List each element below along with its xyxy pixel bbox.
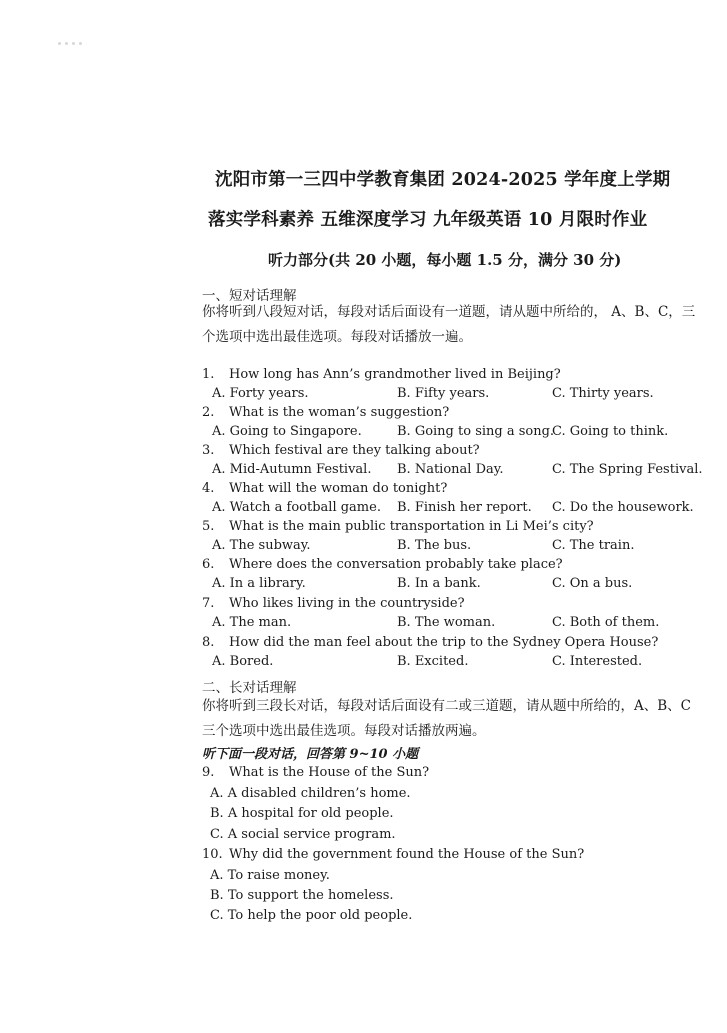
question-stem: Where does the conversation probably take place? [229,557,563,572]
question-4 [0,481,727,519]
option-b: B. Excited. [397,654,469,669]
question-stem: What is the main public transportation in Li Mei’s city? [229,519,594,534]
question-stem: How long has Ann’s grandmother lived in Beijing? [229,367,561,382]
option-b: B. The bus. [397,538,472,553]
option-b: B. Going to sing a song. [397,424,555,439]
question-number: 5. [202,519,215,534]
option-a: A. A disabled children’s home. [210,786,411,801]
question-3 [0,443,727,481]
option-c: C. The Spring Festival. [552,462,703,477]
option-c: C. Going to think. [552,424,669,439]
question-stem: How did the man feel about the trip to the Sydney Opera House? [229,635,659,650]
question-number: 1. [202,367,215,382]
option-b: B. Finish her report. [397,500,532,515]
option-c: C. Do the housework. [552,500,694,515]
question-stem: Which festival are they talking about? [229,443,480,458]
question-stem: Who likes living in the countryside? [229,596,465,611]
option-c: C. To help the poor old people. [210,908,413,923]
question-7 [0,596,727,634]
question-stem: What is the House of the Sun? [229,765,430,780]
option-b: B. To support the homeless. [210,888,394,903]
question-2 [0,405,727,443]
question-number: 3. [202,443,215,458]
question-number: 2. [202,405,215,420]
question-number: 10. [202,847,223,862]
option-a: A. The man. [212,615,292,630]
question-number: 4. [202,481,215,496]
option-c: C. On a bus. [552,576,633,591]
option-b: B. In a bank. [397,576,481,591]
option-a: A. Mid-Autumn Festival. [212,462,372,477]
question-stem: What is the woman’s suggestion? [229,405,450,420]
option-b: B. The woman. [397,615,496,630]
section2-note: 听下面一段对话，回答第 9~10 小题 [202,747,419,762]
question-number: 9. [202,765,215,780]
option-a: A. Forty years. [212,386,309,401]
scan-marks [58,30,88,34]
question-number: 8. [202,635,215,650]
question-5 [0,519,727,557]
section1-instruction: 你将听到八段短对话，每段对话后面设有一道题，请从题中所给的， A、B、C，三个选项中选出最佳选项。每段对话播放一遍。 [202,304,696,345]
section2-instruction: 你将听到三段长对话，每段对话后面设有二或三道题，请从题中所给的，A、B、C 三个选项中选出最佳选项。每段对话播放两遍。 [202,698,691,739]
option-b: B. A hospital for old people. [210,806,394,821]
option-c: C. Interested. [552,654,643,669]
option-a: A. Watch a football game. [212,500,381,515]
question-6 [0,557,727,595]
option-b: B. National Day. [397,462,504,477]
question-number: 7. [202,596,215,611]
option-a: A. In a library. [212,576,306,591]
option-a: A. The subway. [212,538,311,553]
option-a: A. Going to Singapore. [212,424,362,439]
question-8 [0,635,727,673]
option-c: C. Both of them. [552,615,660,630]
section2-heading: 二、长对话理解 [202,680,297,696]
option-c: C. The train. [552,538,635,553]
question-stem: Why did the government found the House of the Sun? [229,847,585,862]
exam-title-line1: 沈阳市第一三四中学教育集团 2024-2025 学年度上学期 [215,170,671,190]
option-c: C. A social service program. [210,827,396,842]
question-number: 6. [202,557,215,572]
option-b: B. Fifty years. [397,386,490,401]
option-c: C. Thirty years. [552,386,654,401]
option-a: A. Bored. [212,654,274,669]
option-a: A. To raise money. [210,868,330,883]
exam-title-line2: 落实学科素养 五维深度学习 九年级英语 10 月限时作业 [208,210,648,230]
question-stem: What will the woman do tonight? [229,481,448,496]
section1-heading: 一、短对话理解 [202,288,297,304]
question-1 [0,367,727,405]
listening-subtitle: 听力部分(共 20 小题，每小题 1.5 分，满分 30 分) [268,251,622,269]
